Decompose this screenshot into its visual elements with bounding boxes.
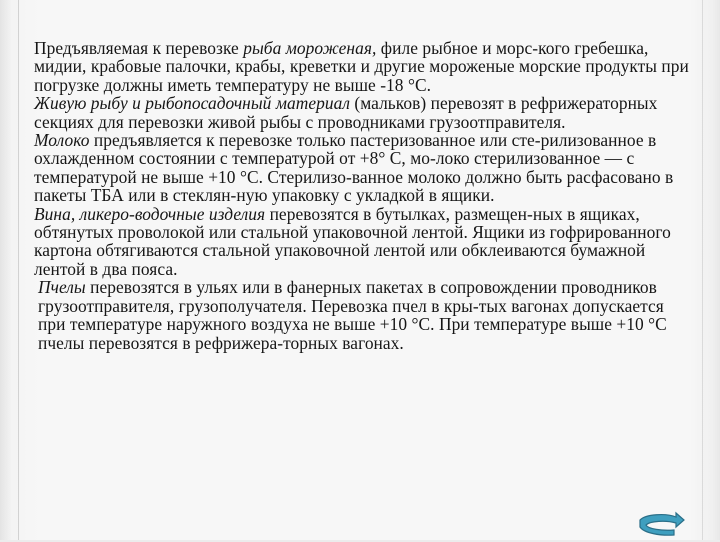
paragraph-body-text: перевозятся в ульях или в фанерных пакетах в сопровождении проводников грузоотправителя, грузополучателя. Перевозка пчел в кры-тых вагонах допускается при температуре наружного воздуха не выше +10 °С. При температуре выше +10 °С пчелы перевозятся в рефрижера-торных вагонах. <box>38 277 667 353</box>
return-arrow-icon <box>636 511 686 537</box>
paragraph-milk <box>34 131 694 205</box>
slide-body-text <box>34 39 694 352</box>
paragraph-italic-term: Пчелы <box>38 277 86 298</box>
paragraph-italic-term: рыба мороженая, <box>243 38 377 58</box>
right-margin-rule <box>702 0 703 540</box>
paragraph-body-text: филе рыбное и морс-кого гребешка, мидии, крабовые палочки, крабы, креветки и другие мороженые морские продукты при погрузке должны иметь температуру не выше -18 °С. <box>34 38 689 95</box>
paragraph-wines <box>34 205 694 279</box>
left-margin-rule <box>18 0 19 540</box>
return-arrow-body <box>640 513 684 535</box>
paragraph-body-text: (мальков) перевозят в рефрижераторных секциях для перевозки живой рыбы с проводниками грузоотправителя. <box>34 93 658 132</box>
paragraph-italic-term: Живую рыбу и рыбопосадочный материал <box>34 93 350 114</box>
paragraph-lead-text: Предъявляемая к перевозке <box>34 38 244 58</box>
paragraph-italic-term: Вина, ликеро-водочные изделия <box>34 203 266 224</box>
paragraph-bees <box>34 278 694 352</box>
paragraph-frozen-fish <box>34 39 694 94</box>
paragraph-body-text: перевозятся в бутылках, размещен-ных в ящиках, обтянутых проволокой или стальной упаковочной лентой. Ящики из гофрированного картона обтягиваются стальной упаковочной лентой или обклеиваются бумажной лентой в два пояса. <box>34 203 671 279</box>
paragraph-italic-term: Молоко <box>34 130 90 151</box>
paragraph-live-fish <box>34 94 694 131</box>
paragraph-body-text: предъявляется к перевозке только пастеризованное или сте-рилизованное в охлажденном состоянии с температурой от +8° С, мо-локо стерилизованное — с температурой не выше +10 °С. Стерилизо-ванное молоко должно быть расфасовано в пакеты ТБА или в стеклян-ную упаковку с укладкой в ящики. <box>34 130 674 206</box>
return-nav-button[interactable] <box>636 511 686 537</box>
